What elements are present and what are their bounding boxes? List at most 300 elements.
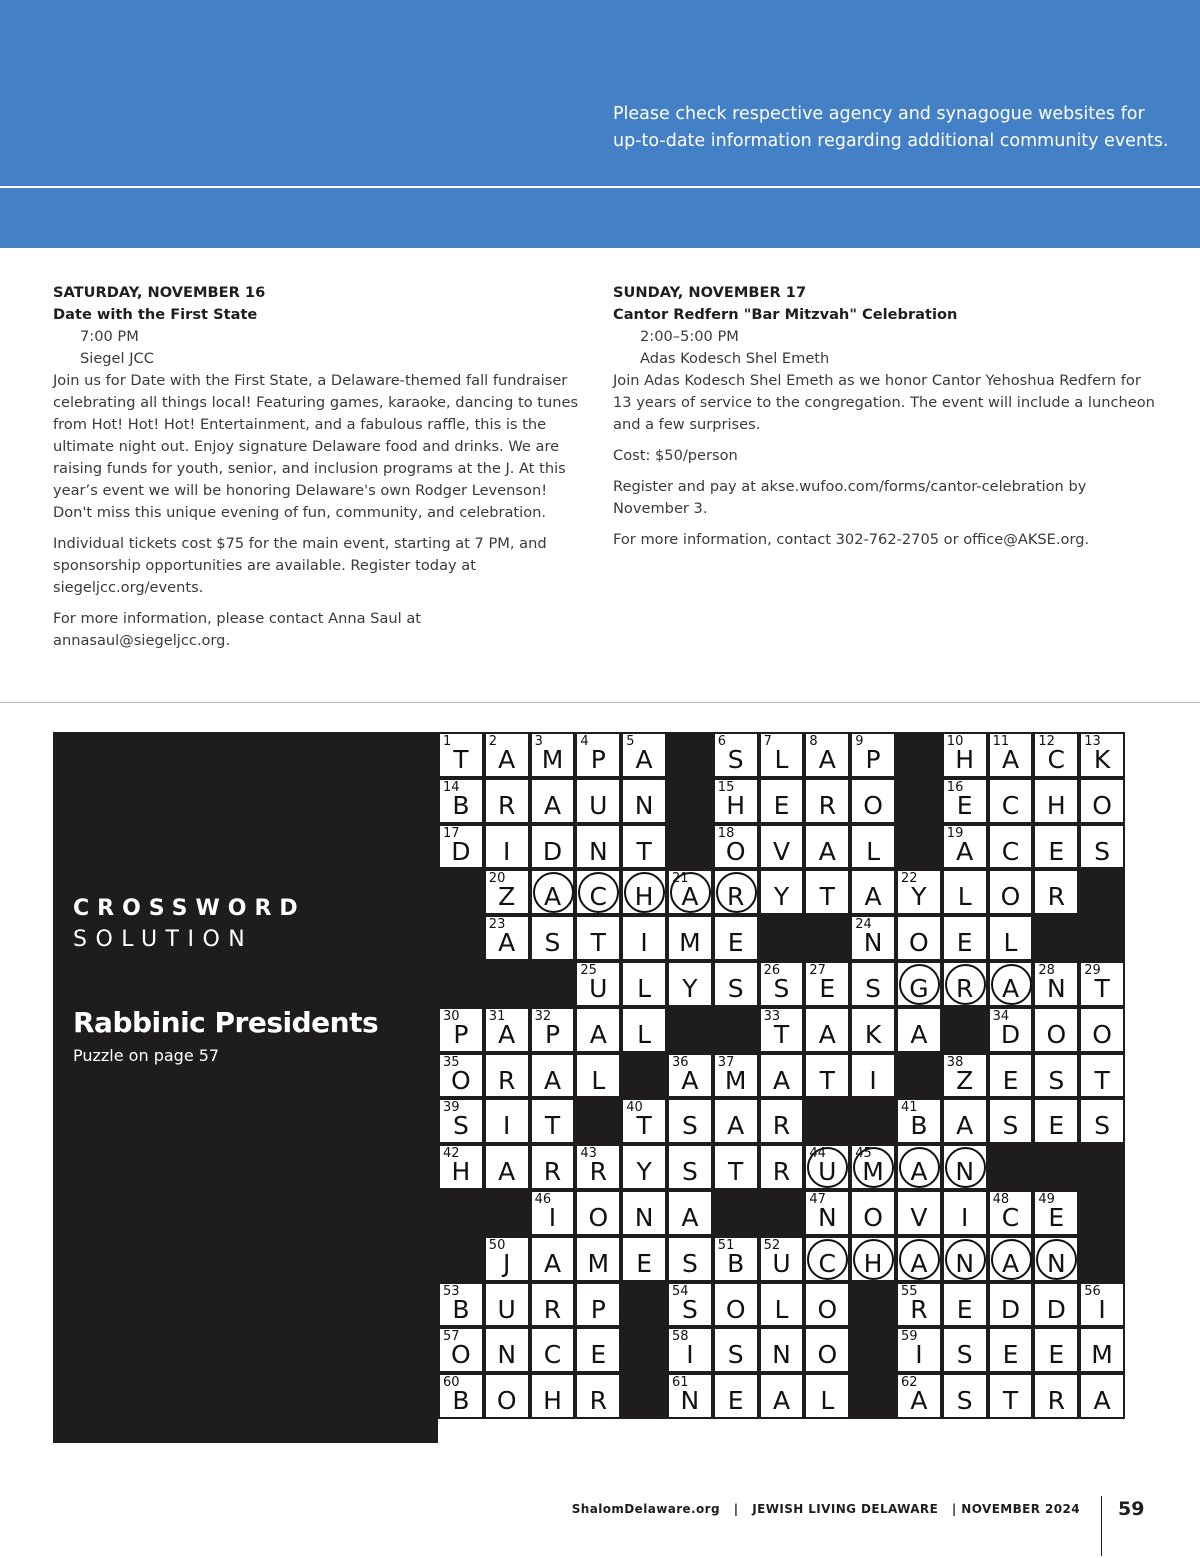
- crossword-cell: [532, 1009, 574, 1051]
- cell-letter: E: [590, 1340, 607, 1370]
- crossword-cell: [806, 1238, 848, 1280]
- footer-publication: JEWISH LIVING DELAWARE: [752, 1502, 939, 1516]
- crossword-cell: [898, 1192, 940, 1234]
- crossword-cell: [577, 917, 619, 959]
- crossword-cell: [440, 1375, 482, 1417]
- crossword-cell: [944, 1284, 986, 1326]
- crossword-cell: [623, 917, 665, 959]
- cell-letter: A: [910, 1019, 928, 1049]
- crossword-cell: [623, 1192, 665, 1234]
- cell-letter: M: [679, 928, 701, 958]
- cell-letter: O: [817, 1340, 838, 1370]
- cell-letter: R: [772, 1111, 791, 1141]
- circled-letter-ring: [533, 872, 574, 913]
- cell-letter: T: [590, 928, 606, 958]
- crossword-cell: [990, 1375, 1032, 1417]
- crossword-title-panel: [53, 732, 438, 1443]
- crossword-cell: [806, 734, 848, 776]
- cell-letter: R: [727, 882, 745, 912]
- cell-letter: I: [640, 928, 648, 958]
- cell-letter: M: [587, 1248, 610, 1278]
- crossword-cell: [577, 963, 619, 1005]
- cell-letter: D: [1000, 1294, 1021, 1324]
- cell-letter: G: [909, 974, 929, 1003]
- cell-letter: L: [637, 1019, 652, 1049]
- cell-letter: P: [590, 1294, 606, 1324]
- cell-letter: B: [452, 790, 470, 820]
- cell-letter: H: [863, 1248, 883, 1278]
- cell-letter: O: [451, 1065, 471, 1095]
- cell-letter: T: [819, 882, 835, 912]
- cell-letter: A: [498, 1157, 516, 1187]
- cell-letter: A: [589, 1019, 607, 1049]
- crossword-cell: [806, 1055, 848, 1097]
- cell-letter: I: [961, 1203, 969, 1232]
- crossword-cell: [577, 1009, 619, 1051]
- clue-number: 44: [809, 1146, 826, 1162]
- clue-number: 3: [534, 734, 543, 749]
- cell-letter: L: [866, 836, 881, 866]
- crossword-cell: [806, 1146, 848, 1188]
- crossword-cell: [852, 963, 894, 1005]
- crossword-cell: [715, 1100, 757, 1142]
- cell-letter: E: [727, 928, 744, 958]
- crossword-cell: [806, 826, 848, 868]
- cell-letter: R: [1047, 882, 1065, 912]
- crossword-cell: [1035, 1329, 1077, 1371]
- cell-letter: N: [634, 790, 654, 820]
- clue-number: 39: [443, 1100, 460, 1116]
- banner-note: Please check respective agency and synagogue websites for up-to-date information regarding additional community events.: [613, 104, 1169, 151]
- crossword-cell: [761, 780, 803, 822]
- crossword-cell: [990, 1284, 1032, 1326]
- crossword-cell: [898, 1009, 940, 1051]
- crossword-cell: [486, 780, 528, 822]
- cell-letter: O: [1000, 882, 1021, 912]
- circled-letter-ring: [899, 1147, 940, 1188]
- crossword-title: Rabbinic Presidents: [73, 1006, 379, 1039]
- cell-letter: T: [1094, 1065, 1110, 1095]
- cell-letter: E: [727, 1386, 744, 1416]
- cell-letter: A: [910, 1248, 928, 1278]
- cell-letter: L: [637, 974, 652, 1003]
- cell-letter: A: [543, 1248, 562, 1278]
- crossword-cell: [532, 917, 574, 959]
- cell-letter: S: [681, 1157, 698, 1187]
- crossword-cell: [1081, 734, 1123, 776]
- cell-letter: A: [681, 1203, 699, 1232]
- clue-number: 53: [443, 1283, 460, 1299]
- crossword-cell: [944, 1100, 986, 1142]
- cell-letter: N: [634, 1203, 654, 1232]
- crossword-cell: [623, 826, 665, 868]
- crossword-cell: [898, 1238, 940, 1280]
- cell-letter: H: [634, 882, 654, 912]
- clue-number: 56: [1084, 1283, 1101, 1299]
- crossword-cell: [532, 871, 574, 913]
- cell-letter: R: [543, 1294, 562, 1324]
- clue-number: 12: [1038, 734, 1055, 749]
- circled-letter-ring: [945, 1239, 986, 1280]
- crossword-cell: [715, 1329, 757, 1371]
- crossword-cell: [715, 780, 757, 822]
- crossword-cell: [761, 1009, 803, 1051]
- cell-letter: R: [910, 1294, 928, 1324]
- cell-letter: O: [725, 1294, 746, 1324]
- crossword-cell: [761, 1100, 803, 1142]
- crossword-cell: [669, 1100, 711, 1142]
- clue-number: 34: [992, 1008, 1010, 1024]
- crossword-cell: [852, 1238, 894, 1280]
- cell-letter: O: [909, 928, 929, 958]
- cell-letter: T: [453, 745, 469, 774]
- clue-number: 31: [488, 1008, 506, 1024]
- crossword-cell: [669, 917, 711, 959]
- crossword-cell: [532, 1192, 574, 1234]
- cell-letter: R: [498, 1065, 516, 1095]
- crossword-cell: [761, 1284, 803, 1326]
- crossword-cell: [944, 826, 986, 868]
- crossword-cell: [1035, 1375, 1077, 1417]
- crossword-cell: [761, 1055, 803, 1097]
- crossword-cell: [1035, 963, 1077, 1005]
- event-date: SUNDAY, NOVEMBER 17: [613, 284, 807, 301]
- crossword-cell: [761, 1375, 803, 1417]
- cell-letter: T: [819, 1065, 835, 1095]
- event-contact: For more information, please contact Anna Saul at annasaul@siegeljcc.org.: [53, 610, 421, 649]
- crossword-cell: [440, 1329, 482, 1371]
- clue-number: 5: [626, 734, 635, 749]
- crossword-cell: [486, 1238, 528, 1280]
- crossword-cell: [669, 1375, 711, 1417]
- cell-letter: E: [819, 974, 836, 1003]
- clue-number: 42: [443, 1146, 460, 1162]
- crossword-cell: [761, 1238, 803, 1280]
- cell-letter: A: [498, 1019, 516, 1049]
- cell-letter: E: [773, 790, 790, 820]
- crossword-cell: [944, 1375, 986, 1417]
- crossword-cell: [852, 826, 894, 868]
- crossword-cell: [486, 917, 528, 959]
- crossword-cell: [761, 1146, 803, 1188]
- cell-letter: N: [817, 1203, 837, 1232]
- cell-letter: Y: [682, 974, 698, 1003]
- clue-number: 54: [672, 1283, 689, 1299]
- cell-letter: A: [910, 1157, 928, 1187]
- crossword-cell: [577, 1055, 619, 1097]
- cell-letter: O: [1092, 1019, 1112, 1049]
- cell-letter: S: [956, 1340, 973, 1370]
- page-footer: [560, 1502, 1080, 1516]
- footer-separator: |: [733, 1502, 739, 1516]
- event-location: Adas Kodesch Shel Emeth: [640, 350, 830, 367]
- crossword-cell: [715, 826, 757, 868]
- cell-letter: H: [451, 1157, 471, 1187]
- crossword-cell: [669, 963, 711, 1005]
- footer-divider: [1101, 1496, 1102, 1556]
- cell-letter: A: [910, 1386, 928, 1416]
- crossword-cell: [944, 917, 986, 959]
- crossword-cell: [806, 1009, 848, 1051]
- cell-letter: A: [727, 1111, 745, 1141]
- cell-letter: L: [957, 882, 972, 912]
- crossword-cell: [577, 780, 619, 822]
- cell-letter: L: [591, 1065, 606, 1095]
- cell-letter: I: [1098, 1294, 1106, 1324]
- footer-site: ShalomDelaware.org: [571, 1502, 720, 1516]
- crossword-cell: [532, 1055, 574, 1097]
- crossword-cell: [1035, 1238, 1077, 1280]
- circled-letter-ring: [716, 872, 757, 913]
- cell-letter: O: [1092, 790, 1112, 820]
- cell-letter: A: [635, 745, 653, 774]
- crossword-cell: [486, 871, 528, 913]
- clue-number: 52: [763, 1237, 781, 1253]
- clue-number: 35: [443, 1054, 460, 1070]
- crossword-cell: [806, 1192, 848, 1234]
- cell-letter: S: [956, 1386, 973, 1416]
- crossword-cell: [715, 871, 757, 913]
- crossword-cell: [577, 1284, 619, 1326]
- clue-number: 41: [901, 1100, 918, 1116]
- clue-number: 48: [992, 1192, 1010, 1207]
- crossword-cell: [532, 780, 574, 822]
- crossword-cell: [623, 1238, 665, 1280]
- cell-letter: H: [543, 1386, 562, 1416]
- cell-letter: S: [727, 974, 744, 1003]
- crossword-cell: [990, 871, 1032, 913]
- cell-letter: O: [863, 1203, 883, 1232]
- crossword-cell: [990, 917, 1032, 959]
- crossword-cell: [944, 1192, 986, 1234]
- crossword-cell: [1035, 734, 1077, 776]
- cell-letter: A: [772, 1065, 791, 1095]
- cell-letter: S: [1002, 1111, 1019, 1141]
- cell-letter: O: [496, 1386, 517, 1416]
- event-title: Date with the First State: [53, 306, 258, 323]
- crossword-cell: [486, 1100, 528, 1142]
- crossword-cell: [532, 826, 574, 868]
- cell-letter: Y: [773, 882, 790, 912]
- cell-letter: R: [543, 1157, 562, 1187]
- crossword-cell: [1081, 1284, 1123, 1326]
- cell-letter: E: [956, 1294, 973, 1324]
- clue-number: 29: [1084, 963, 1101, 978]
- clue-number: 20: [488, 871, 506, 887]
- cell-letter: S: [727, 1340, 744, 1370]
- clue-number: 16: [946, 779, 964, 795]
- section-divider: [0, 702, 1200, 703]
- crossword-cell: [944, 734, 986, 776]
- crossword-cell: [806, 871, 848, 913]
- crossword-cell: [532, 734, 574, 776]
- circled-letter-ring: [991, 1239, 1032, 1280]
- cell-letter: S: [681, 1248, 698, 1278]
- cell-letter: M: [862, 1157, 884, 1187]
- cell-letter: T: [773, 1019, 790, 1049]
- cell-letter: P: [590, 745, 606, 774]
- crossword-grid: [438, 732, 1125, 1419]
- crossword-cell: [715, 734, 757, 776]
- crossword-cell: [898, 1146, 940, 1188]
- cell-letter: A: [1001, 1248, 1020, 1278]
- banner-divider: [0, 186, 1200, 188]
- cell-letter: R: [498, 790, 516, 820]
- cell-letter: S: [773, 974, 790, 1003]
- cell-letter: C: [543, 1340, 562, 1370]
- crossword-subheading: SOLUTION: [73, 927, 254, 952]
- cell-letter: P: [544, 1019, 561, 1049]
- event-description: Join us for Date with the First State, a Delaware-themed fall fundraiser celebrating all things local! Featuring games, karaoke, dancing to tunes from Hot! Hot! Hot! Entertainment, and a fabulous raffle, this is the ultimate night out. Enjoy signature Delaware food and drinks. We are raising funds for youth, senior, and inclusion programs at the J. At this year’s event we will be honoring Delaware's own Rodger Levenson! Don't miss this unique evening of fun, community, and celebration.: [53, 372, 579, 521]
- clue-number: 7: [763, 734, 772, 749]
- circled-letter-ring: [853, 1239, 894, 1280]
- circled-letter-ring: [899, 1239, 940, 1280]
- crossword-cell: [623, 871, 665, 913]
- crossword-cell: [990, 1329, 1032, 1371]
- cell-letter: D: [542, 836, 563, 866]
- crossword-cell: [1035, 780, 1077, 822]
- cell-letter: S: [1048, 1065, 1065, 1095]
- cell-letter: A: [818, 1019, 836, 1049]
- cell-letter: T: [1094, 974, 1110, 1003]
- event-description: Join Adas Kodesch Shel Emeth as we honor Cantor Yehoshua Redfern for 13 years of service to the congregation. The event will include a luncheon and a few surprises.: [613, 372, 1155, 433]
- event-title: Cantor Redfern "Bar Mitzvah" Celebration: [613, 306, 958, 323]
- crossword-cell: [577, 1375, 619, 1417]
- clue-number: 26: [763, 963, 781, 978]
- crossword-cell: [852, 1192, 894, 1234]
- crossword-cell: [898, 1100, 940, 1142]
- crossword-cell: [669, 1238, 711, 1280]
- cell-letter: C: [589, 882, 608, 912]
- crossword-cell: [486, 1329, 528, 1371]
- event-registration: Register and pay at akse.wufoo.com/forms/cantor-celebration by November 3.: [613, 478, 1087, 517]
- cell-letter: I: [869, 1065, 877, 1095]
- crossword-cell: [623, 1009, 665, 1051]
- crossword-cell: [761, 1329, 803, 1371]
- cell-letter: S: [865, 974, 882, 1003]
- cell-letter: R: [772, 1157, 791, 1187]
- circled-letter-ring: [945, 1147, 986, 1188]
- crossword-cell: [532, 1100, 574, 1142]
- crossword-cell: [1081, 780, 1123, 822]
- crossword-cell: [623, 1146, 665, 1188]
- crossword-cell: [715, 963, 757, 1005]
- crossword-cell: [486, 1055, 528, 1097]
- crossword-cell: [898, 1284, 940, 1326]
- cell-letter: A: [1001, 974, 1020, 1003]
- crossword-cell: [990, 963, 1032, 1005]
- clue-number: 24: [855, 917, 872, 933]
- crossword-cell: [806, 1329, 848, 1371]
- clue-number: 51: [717, 1237, 735, 1253]
- cell-letter: A: [1093, 1386, 1111, 1416]
- clue-number: 55: [901, 1283, 918, 1299]
- crossword-cell: [852, 1146, 894, 1188]
- cell-letter: C: [1047, 745, 1066, 774]
- event-location: Siegel JCC: [80, 350, 154, 367]
- crossword-cell: [761, 734, 803, 776]
- clue-number: 18: [717, 825, 735, 841]
- cell-letter: B: [452, 1386, 470, 1416]
- cell-letter: E: [1048, 836, 1065, 866]
- crossword-heading: CROSSWORD: [73, 896, 306, 921]
- crossword-cell: [577, 1329, 619, 1371]
- crossword-cell: [990, 1055, 1032, 1097]
- cell-letter: N: [588, 836, 608, 866]
- crossword-cell: [898, 917, 940, 959]
- crossword-cell: [623, 780, 665, 822]
- crossword-cell: [806, 963, 848, 1005]
- cell-letter: O: [1046, 1019, 1067, 1049]
- cell-letter: E: [956, 928, 973, 958]
- cell-letter: S: [681, 1111, 698, 1141]
- cell-letter: H: [955, 745, 975, 774]
- crossword-cell: [532, 1329, 574, 1371]
- clue-number: 9: [855, 734, 864, 749]
- cell-letter: A: [818, 745, 836, 774]
- event-cost: Cost: $50/person: [613, 447, 738, 464]
- crossword-cell: [1081, 1055, 1123, 1097]
- cell-letter: N: [955, 1248, 975, 1278]
- crossword-cell: [669, 1284, 711, 1326]
- crossword-cell: [669, 1329, 711, 1371]
- crossword-cell: [669, 1055, 711, 1097]
- cell-letter: C: [1001, 836, 1020, 866]
- cell-letter: A: [864, 882, 882, 912]
- clue-number: 60: [443, 1375, 460, 1391]
- cell-letter: B: [727, 1248, 745, 1278]
- clue-number: 37: [717, 1054, 735, 1070]
- crossword-cell: [1035, 1100, 1077, 1142]
- cell-letter: E: [956, 790, 973, 820]
- crossword-cell: [898, 963, 940, 1005]
- crossword-cell: [761, 871, 803, 913]
- event-contact: For more information, contact 302-762-2705 or office@AKSE.org.: [613, 531, 1090, 548]
- crossword-cell: [990, 826, 1032, 868]
- cell-letter: D: [451, 836, 471, 866]
- cell-letter: Z: [498, 882, 516, 912]
- event-time: 2:00–5:00 PM: [640, 328, 739, 345]
- clue-number: 62: [901, 1375, 918, 1391]
- clue-number: 38: [946, 1054, 964, 1070]
- cell-letter: I: [548, 1203, 557, 1232]
- clue-number: 4: [580, 734, 589, 749]
- cell-letter: I: [686, 1340, 694, 1370]
- cell-letter: R: [818, 790, 836, 820]
- crossword-cell: [669, 1146, 711, 1188]
- cell-letter: A: [818, 836, 836, 866]
- cell-letter: A: [543, 1065, 562, 1095]
- cell-letter: C: [1001, 790, 1020, 820]
- crossword-cell: [577, 1146, 619, 1188]
- crossword-cell: [1035, 1009, 1077, 1051]
- crossword-cell: [486, 1375, 528, 1417]
- cell-letter: H: [1046, 790, 1066, 820]
- clue-number: 45: [855, 1146, 872, 1162]
- crossword-cell: [852, 734, 894, 776]
- crossword-cell: [761, 963, 803, 1005]
- crossword-cell: [669, 871, 711, 913]
- cell-letter: H: [726, 790, 746, 820]
- crossword-cell: [1035, 1055, 1077, 1097]
- crossword-cell: [944, 1055, 986, 1097]
- crossword-cell: [532, 1238, 574, 1280]
- clue-number: 47: [809, 1192, 826, 1207]
- cell-letter: E: [1048, 1203, 1065, 1232]
- cell-letter: A: [956, 836, 974, 866]
- crossword-cell: [486, 734, 528, 776]
- cell-letter: B: [910, 1111, 928, 1141]
